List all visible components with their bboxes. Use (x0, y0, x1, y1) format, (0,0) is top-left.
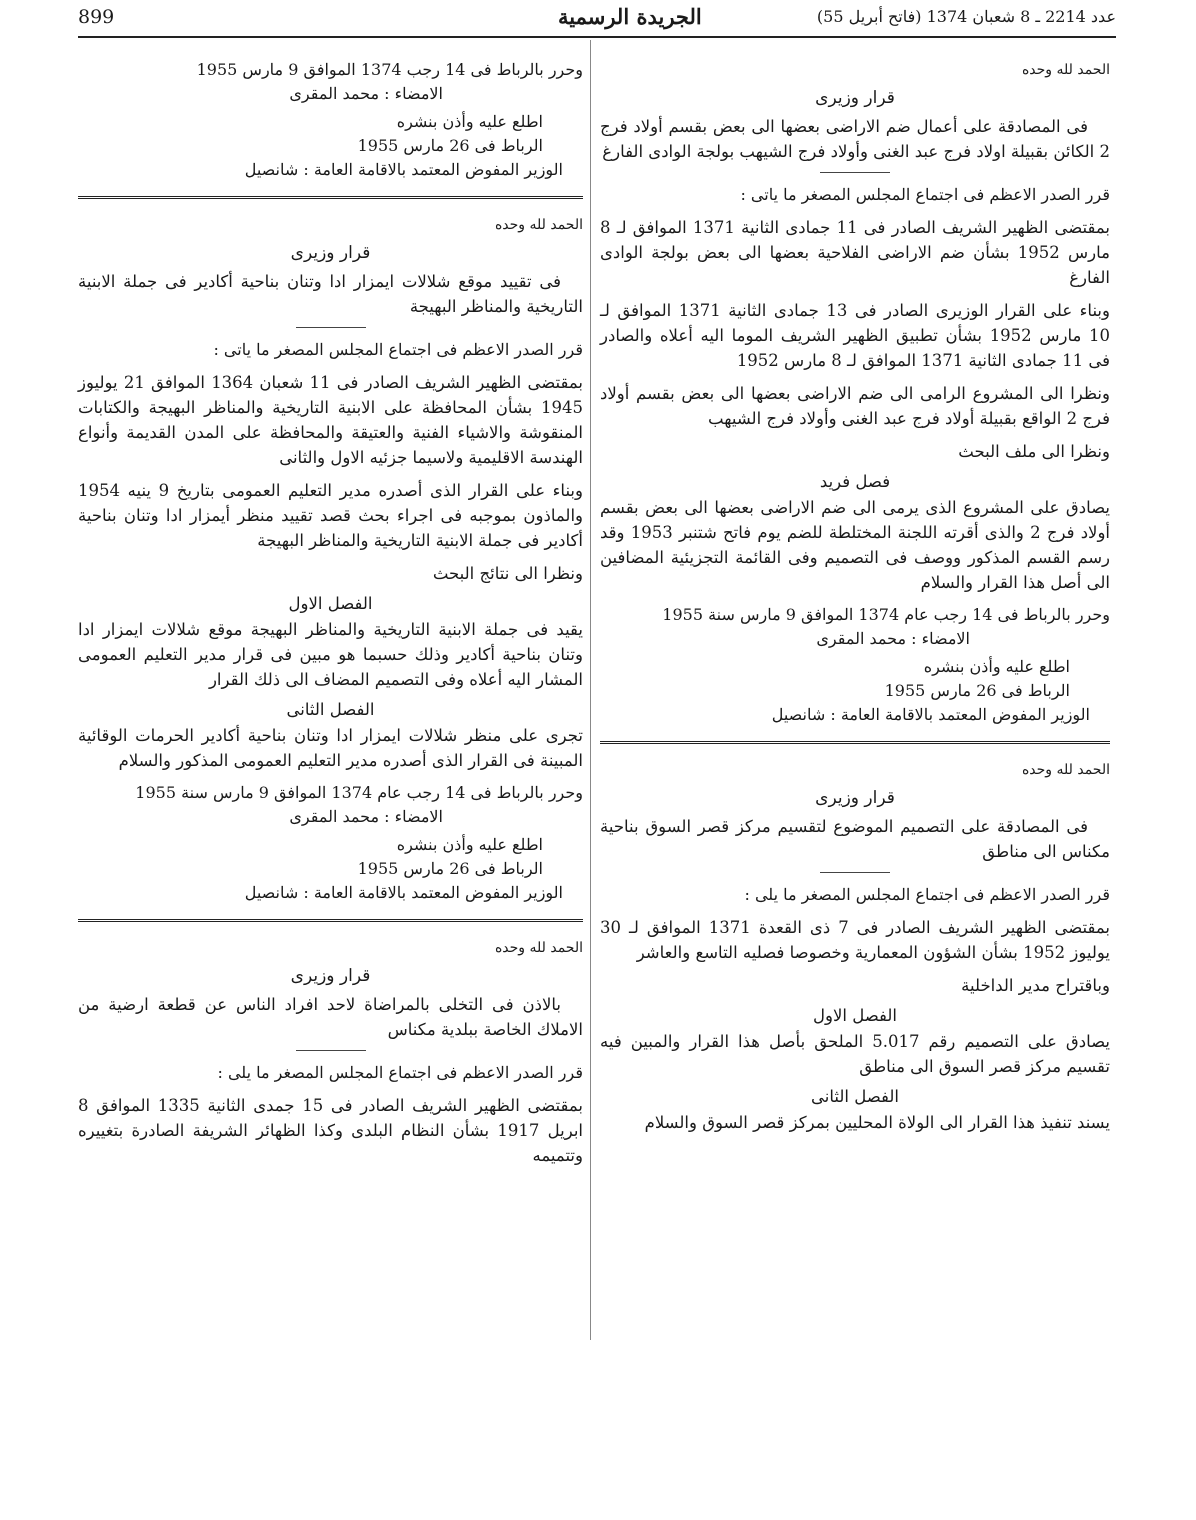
decree-subdivision-awlad-faraj (600, 62, 1110, 744)
decree-title: قرار وزيرى (290, 966, 371, 986)
decree-ksar-essouk (600, 762, 1110, 1135)
article-title: فصل فريد (819, 472, 891, 491)
separator (820, 872, 890, 873)
decree-subject: بالاذن فى التخلى بالمراضاة لاحد افراد الناس عن قطعة ارضية من الاملاك الخاصة ببلدية مكناس (78, 995, 583, 1039)
promulgation: اطلع عليه وأذن بنشره (396, 835, 543, 854)
resident-general: الوزير المفوض المعتمد بالاقامة العامة : شانصيل (771, 705, 1090, 724)
council-decision: قرر الصدر الاعظم فى اجتماع المجلس المصغر ما يلى : (217, 1063, 583, 1082)
decree-title: قرار وزيرى (815, 88, 895, 108)
resident-general: الوزير المفوض المعتمد بالاقامة العامة : شانصيل (244, 160, 563, 179)
decree-imouzzer-waterfalls (78, 217, 583, 922)
invocation: الحمد لله وحده (1021, 762, 1110, 778)
column-divider (590, 40, 591, 1340)
article-title: الفصل الاول (813, 1006, 897, 1025)
invocation: الحمد لله وحده (494, 217, 583, 233)
council-decision: قرر الصدر الاعظم فى اجتماع المجلس المصغر ما ياتى : (213, 340, 583, 359)
article-title: الفصل الثانى (286, 700, 375, 719)
article-text: يسند تنفيذ هذا القرار الى الولاة المحليين بمركز قصر السوق والسلام (644, 1113, 1110, 1132)
right-column (600, 58, 1110, 1143)
header-rule (78, 36, 1116, 38)
promulgation: اطلع عليه وأذن بنشره (396, 112, 543, 131)
separator (820, 172, 890, 173)
whereas-paragraph: وبناء على القرار الوزيرى الصادر فى 13 جمادى الثانية 1371 الموافق لـ 10 مارس 1952 بشأن تطبيق الظهير الشريف الموما اليه أعلاه والصادر فى 11 جمادى الثانية 1371 الموافق لـ 8 مارس 1952 (600, 301, 1110, 370)
publication-title: الجريدة الرسمية (558, 4, 702, 29)
promulgation: اطلع عليه وأذن بنشره (923, 657, 1070, 676)
council-decision: قرر الصدر الاعظم فى اجتماع المجلس المصغر ما ياتى : (740, 185, 1110, 204)
promulgation-date: الرباط فى 26 مارس 1955 (357, 136, 543, 155)
resident-general: الوزير المفوض المعتمد بالاقامة العامة : شانصيل (244, 883, 563, 902)
article-title: الفصل الاول (288, 594, 373, 613)
whereas-paragraph: بمقتضى الظهير الشريف الصادر فى 15 جمدى الثانية 1335 الموافق 8 ابريل 1917 بشأن النظام البلدى وكذا الظهائر الشريفة الصادرة بتغييره وتتميمه (78, 1096, 583, 1165)
invocation: الحمد لله وحده (494, 940, 583, 956)
signature-name: الامضاء : محمد المقرى (816, 629, 970, 648)
section-rule (600, 741, 1110, 744)
whereas-paragraph: بمقتضى الظهير الشريف الصادر فى 11 جمادى الثانية 1371 الموافق لـ 8 مارس 1952 بشأن ضم الاراضى الفلاحية بعضها الى بعض بولجة الوادى الفارغ (600, 218, 1110, 287)
promulgation-date: الرباط فى 26 مارس 1955 (357, 859, 543, 878)
signature-name: الامضاء : محمد المقرى (289, 84, 443, 103)
article-text: يصادق على التصميم رقم 5.017 الملحق بأصل هذا القرار والمبين فيه تقسيم مركز قصر السوق الى مناطق (600, 1032, 1110, 1076)
invocation: الحمد لله وحده (1021, 62, 1110, 78)
article-text: تجرى على منظر شلالات ايمزار ادا وتنان بناحية أكادير الحرمات الوقائية المبينة فى القرار الذى أصدره مدير التعليم العمومى المذكور والسلام (78, 726, 583, 770)
article-title: الفصل الثانى (811, 1087, 899, 1106)
issue-info: عدد 2214 ـ 8 شعبان 1374 (فاتح أبريل 55) (816, 7, 1116, 26)
article-text: يقيد فى جملة الابنية التاريخية والمناظر البهيجة موقع شلالات ايمزار ادا وتنان بناحية أكادير وذلك حسبما هو مبين فى قرار مدير التعليم العمومى المشار اليه أعلاه وفى التصميم المضاف الى ذلك القرار (78, 620, 583, 689)
whereas-paragraph: ونظرا الى نتائج البحث (432, 564, 583, 583)
promulgation-date: الرباط فى 26 مارس 1955 (884, 681, 1070, 700)
decree-subject: فى المصادقة على أعمال ضم الاراضى بعضها الى بعض بقسم أولاد فرج 2 الكائن بقبيلة اولاد فرج عبد الغنى وأولاد فرج الشيهب بولجة الوادى الفارغ (600, 117, 1110, 161)
whereas-paragraph: وبناء على القرار الذى أصدره مدير التعليم العمومى بتاريخ 9 ينيه 1954 والماذون بموجبه فى اجراء بحث قصد تقييد منظر أيمزار ادا وتنان بناحية أكادير فى جملة الابنية التاريخية والمناظر البهيجة (78, 481, 583, 550)
decree-continued-signatures (78, 58, 583, 199)
whereas-paragraph: بمقتضى الظهير الشريف الصادر فى 11 شعبان 1364 الموافق 21 يوليوز 1945 بشأن المحافظة على الابنية التاريخية والمناظر البهيجة والكتابات المنقوشة والاشياء الفنية والعتيقة والمحافظة على المدن القديمة وأنواع الهندسة الاقليمية ولاسيما جزئيه الاول والثانى (78, 373, 584, 467)
decree-meknes-land (78, 940, 583, 1168)
separator (296, 327, 366, 328)
separator (296, 1050, 366, 1051)
signature-date: وحرر بالرباط فى 14 رجب 1374 الموافق 9 مارس 1955 (196, 60, 583, 79)
whereas-paragraph: ونظرا الى ملف البحث (958, 442, 1110, 461)
page-number: 899 (78, 6, 115, 28)
whereas-paragraph: بمقتضى الظهير الشريف الصادر فى 7 ذى القعدة 1371 الموافق لـ 30 يوليوز 1952 بشأن الشؤون المعمارية وخصوصا فصليه التاسع والعاشر (600, 918, 1110, 962)
left-column (78, 58, 583, 1176)
whereas-paragraph: ونظرا الى المشروع الرامى الى ضم الاراضى بعضها الى بعض بقسم أولاد فرج 2 الواقع بقبيلة أولاد فرج عبد الغنى وأولاد فرج الشيهب (600, 384, 1110, 428)
decree-subject: فى تقييد موقع شلالات ايمزار ادا وتنان بناحية أكادير فى جملة الابنية التاريخية والمناظر البهيجة (78, 272, 583, 316)
decree-title: قرار وزيرى (815, 788, 895, 808)
signature-date: وحرر بالرباط فى 14 رجب عام 1374 الموافق 9 مارس سنة 1955 (135, 783, 583, 802)
decree-title: قرار وزيرى (290, 243, 371, 263)
page-header (78, 4, 1116, 38)
whereas-paragraph: وباقتراح مدير الداخلية (961, 976, 1110, 995)
council-decision: قرر الصدر الاعظم فى اجتماع المجلس المصغر ما يلى : (744, 885, 1110, 904)
article-text: يصادق على المشروع الذى يرمى الى ضم الاراضى بعضها الى بعض بقسم أولاد فرج 2 والذى أقرته اللجنة المختلطة للضم يوم فاتح شتنبر 1953 وقد رسم القسم المذكور ووصف فى التصميم وفى القائمة التجزيئية المضافين الى أصل هذا القرار والسلام (600, 498, 1110, 592)
signature-date: وحرر بالرباط فى 14 رجب عام 1374 الموافق 9 مارس سنة 1955 (662, 605, 1110, 624)
section-rule (78, 919, 583, 922)
decree-subject: فى المصادقة على التصميم الموضوع لتقسيم مركز قصر السوق بناحية مكناس الى مناطق (600, 817, 1110, 861)
section-rule (78, 196, 583, 199)
signature-name: الامضاء : محمد المقرى (289, 807, 443, 826)
